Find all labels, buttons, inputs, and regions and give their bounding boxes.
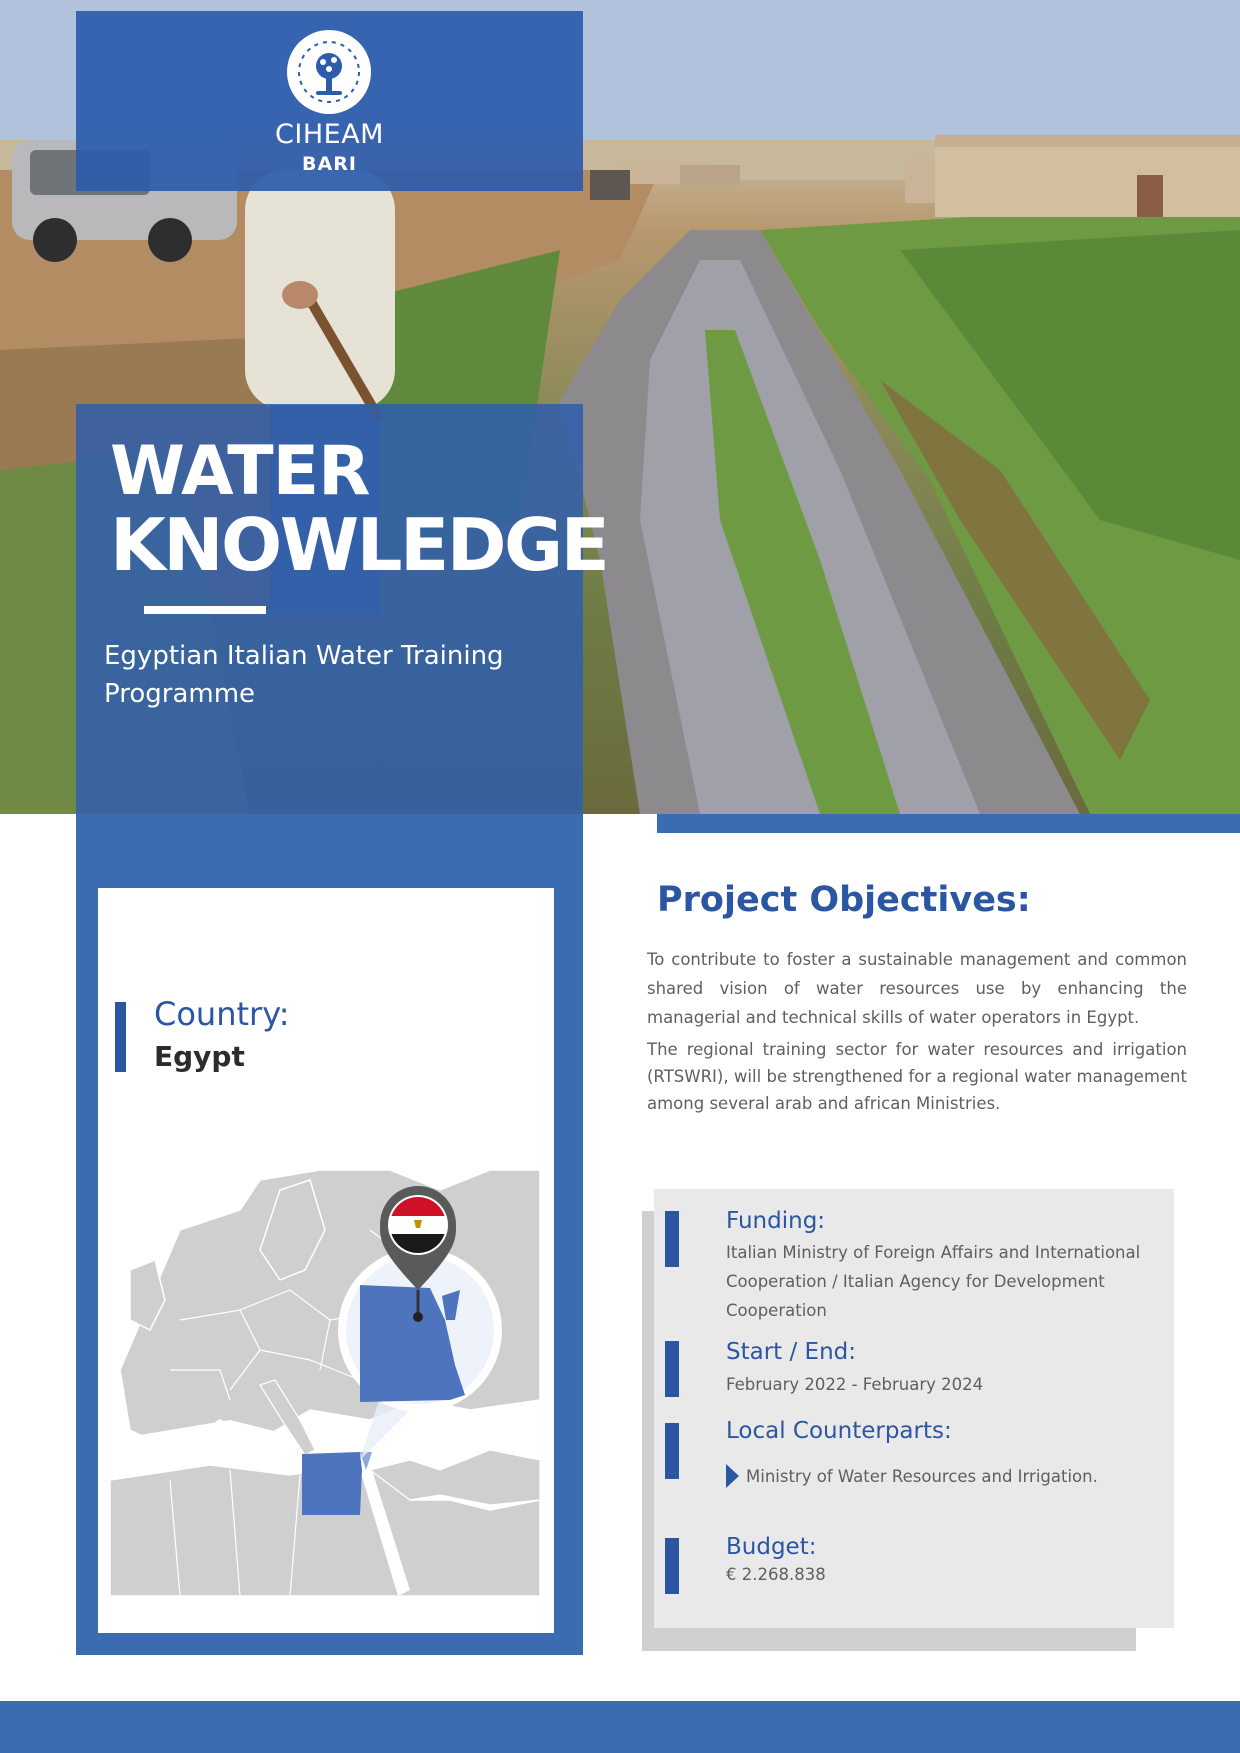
- logo-subtitle: BARI: [302, 153, 357, 175]
- logo-name: CIHEAM: [275, 119, 384, 150]
- title-line-2: KNOWLEDGE: [110, 503, 608, 587]
- counterparts-label: Local Counterparts:: [726, 1418, 952, 1444]
- title-divider: [144, 606, 266, 614]
- dates-value: February 2022 - February 2024: [726, 1375, 984, 1394]
- counterparts-item: Ministry of Water Resources and Irrigation.: [746, 1467, 1098, 1486]
- country-card: [98, 888, 554, 1633]
- budget-label: Budget:: [726, 1534, 817, 1560]
- dates-label: Start / End:: [726, 1339, 857, 1365]
- programme-subtitle: Egyptian Italian Water Training Programme: [104, 641, 504, 709]
- title-box: [76, 404, 608, 814]
- budget-accent-bar: [665, 1538, 679, 1594]
- egypt-location-map-icon: [110, 1170, 540, 1596]
- country-value: Egypt: [154, 1040, 245, 1073]
- budget-value: € 2.268.838: [726, 1565, 826, 1584]
- funding-label: Funding:: [726, 1208, 826, 1234]
- objective-paragraph-1: To contribute to foster a sustainable management and common shared vision of water resources use by enhancing the managerial and technical skills of water operators in Egypt.: [647, 950, 1187, 1027]
- counterparts-accent-bar: [665, 1423, 679, 1479]
- funding-value: Italian Ministry of Foreign Affairs and International Cooperation / Italian Agency for Development Cooperation: [726, 1243, 1141, 1320]
- objective-paragraph-2: The regional training sector for water resources and irrigation (RTSWRI), will be strengthened for a regional water management among several arab and african Ministries.: [647, 1040, 1187, 1113]
- country-panel: [76, 814, 583, 1655]
- title-line-1: WATER: [110, 432, 370, 511]
- logo-box: [76, 11, 583, 191]
- funding-accent-bar: [665, 1211, 679, 1267]
- country-accent-bar: [115, 1002, 126, 1072]
- ciheam-emblem-icon: [286, 29, 372, 115]
- country-label: Country:: [154, 995, 290, 1033]
- decorative-blue-strip: [657, 814, 1240, 833]
- dates-accent-bar: [665, 1341, 679, 1397]
- footer-bar: [0, 1701, 1240, 1753]
- bullet-arrow-icon: [726, 1464, 739, 1488]
- objectives-title: Project Objectives:: [657, 880, 1031, 920]
